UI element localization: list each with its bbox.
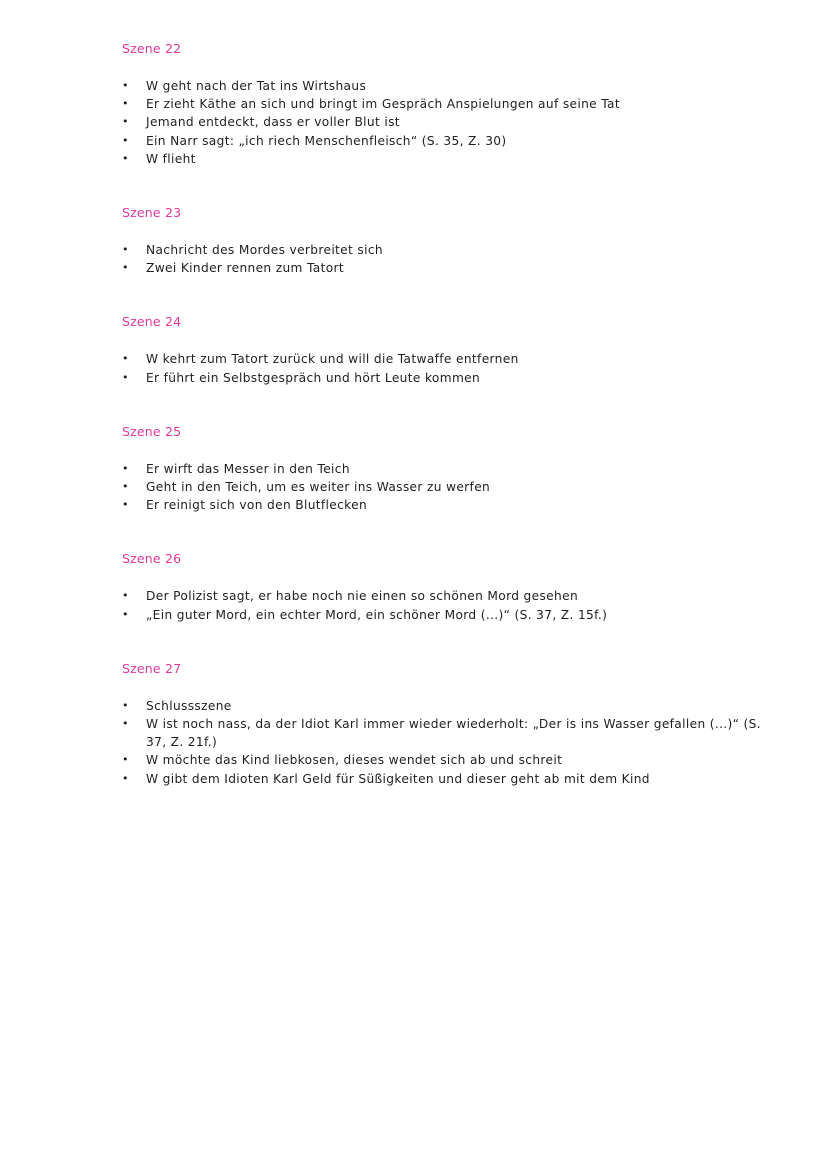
bullet-icon: • [122,151,129,165]
list-item [122,460,772,478]
list-item [122,369,772,387]
list-item-text: Geht in den Teich, um es weiter ins Wasser zu werfen [146,480,491,495]
list-item-text: W gibt dem Idioten Karl Geld für Süßigkeiten und dieser geht ab mit dem Kind [146,771,650,786]
document-content [122,40,772,788]
bullet-list [122,587,772,623]
bullet-icon: • [122,352,129,366]
list-item [122,150,772,168]
list-item [122,496,772,514]
bullet-icon: • [122,370,129,384]
bullet-icon: • [122,133,129,147]
list-item-text: Zwei Kinder rennen zum Tatort [146,261,345,276]
bullet-icon: • [122,753,129,767]
bullet-icon: • [122,771,129,785]
list-item-text: „Ein guter Mord, ein echter Mord, ein schöner Mord (...)“ (S. 37, Z. 15f.) [146,607,608,622]
bullet-icon: • [122,97,129,111]
bullet-icon: • [122,261,129,275]
list-item-text: Er zieht Käthe an sich und bringt im Gespräch Anspielungen auf seine Tat [146,97,620,112]
list-item [122,770,772,788]
scene-24 [122,313,772,386]
bullet-icon: • [122,115,129,129]
list-item-text: Ein Narr sagt: „ich riech Menschenfleisch“ (S. 35, Z. 30) [146,133,507,148]
bullet-icon: • [122,480,129,494]
bullet-list [122,77,772,168]
scene-title: Szene 25 [122,423,182,439]
list-item-text: Nachricht des Mordes verbreitet sich [146,243,383,258]
list-item-text: W ist noch nass, da der Idiot Karl immer wieder wiederholt: „Der is ins Wasser gefallen (...)“ (S. 37, Z. 21f.) [146,717,761,750]
list-item [122,241,772,259]
list-item-text: W möchte das Kind liebkosen, dieses wendet sich ab und schreit [146,753,563,768]
list-item-text: Er wirft das Messer in den Teich [146,461,350,476]
scene-title: Szene 24 [122,314,182,330]
scene-25 [122,423,772,515]
bullet-icon: • [122,607,129,621]
bullet-icon: • [122,698,129,712]
list-item-text: Der Polizist sagt, er habe noch nie einen so schönen Mord gesehen [146,589,579,604]
list-item [122,259,772,277]
list-item-text: W flieht [146,151,196,166]
scene-title: Szene 27 [122,660,182,676]
bullet-icon: • [122,79,129,92]
bullet-list [122,350,772,386]
scene-title: Szene 22 [122,41,182,56]
bullet-icon: • [122,717,129,731]
bullet-list [122,697,772,788]
list-item [122,715,772,751]
scene-27 [122,660,772,788]
scene-22 [122,40,772,168]
list-item-text: Schlussszene [146,698,232,713]
list-item [122,95,772,113]
scene-title: Szene 23 [122,205,182,221]
list-item-text: Er führt ein Selbstgespräch und hört Leute kommen [146,370,481,385]
list-item [122,587,772,605]
list-item [122,751,772,769]
list-item [122,478,772,496]
scene-26 [122,550,772,623]
list-item-text: W kehrt zum Tatort zurück und will die Tatwaffe entfernen [146,352,519,367]
list-item [122,606,772,624]
scene-title: Szene 26 [122,551,182,567]
list-item [122,350,772,368]
list-item [122,77,772,95]
list-item-text: W geht nach der Tat ins Wirtshaus [146,79,367,93]
bullet-list [122,241,772,277]
list-item [122,697,772,715]
bullet-icon: • [122,461,129,475]
bullet-list [122,460,772,515]
bullet-icon: • [122,243,129,257]
list-item [122,113,772,131]
bullet-icon: • [122,589,129,603]
scene-23 [122,204,772,277]
list-item-text: Jemand entdeckt, dass er voller Blut ist [146,115,400,130]
bullet-icon: • [122,498,129,512]
list-item-text: Er reinigt sich von den Blutflecken [146,498,368,513]
list-item [122,132,772,150]
